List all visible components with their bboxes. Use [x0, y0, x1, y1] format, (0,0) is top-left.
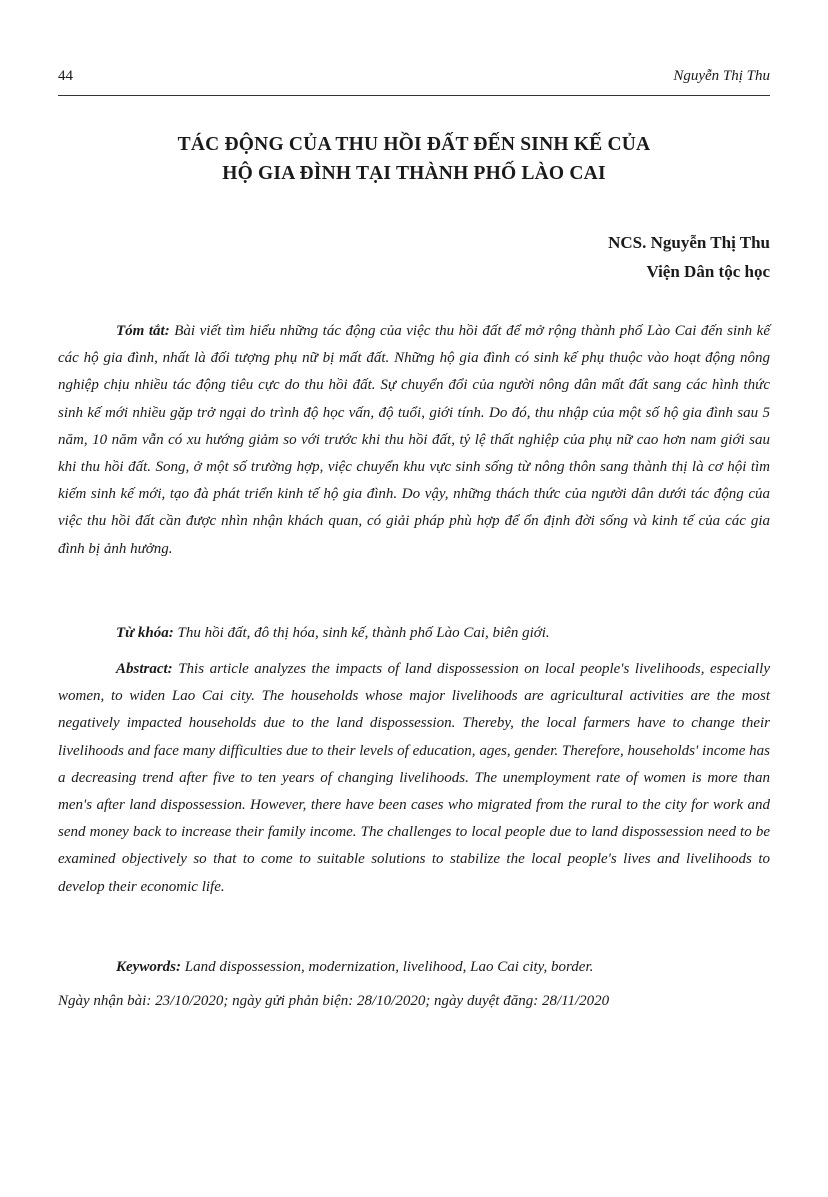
abstract-english — [58, 656, 770, 901]
abstract-en-label: Abstract: — [116, 661, 173, 677]
running-author: Nguyễn Thị Thu — [673, 68, 770, 84]
title-line-2: HỘ GIA ĐÌNH TẠI THÀNH PHỐ LÀO CAI — [222, 163, 606, 184]
abstract-vietnamese — [58, 318, 770, 563]
keywords-english — [58, 954, 770, 981]
page-number: 44 — [58, 68, 73, 84]
article-title — [58, 130, 770, 188]
keywords-en-label: Keywords: — [116, 959, 181, 975]
keywords-vi-label: Từ khóa: — [116, 625, 174, 641]
author-name: NCS. Nguyễn Thị Thu — [608, 233, 770, 252]
keywords-vietnamese — [58, 620, 770, 647]
author-affiliation: Viện Dân tộc học — [646, 262, 770, 281]
header-rule — [58, 95, 770, 96]
abstract-en-text: This article analyzes the impacts of land dispossession on local people's livelihoods, especially women, to widen Lao Cai city. The households whose major livelihoods are agricultural activities are the most negatively impacted households due to the land dispossession. Thereby, the local farmers have to change their livelihoods and face many difficulties due to their levels of education, ages, gender. Therefore, households' income has a decreasing trend after five to ten years of changing livelihoods. The unemployment rate of women is more than men's after land dispossession. However, there have been cases who migrated from the rural to the city for work and send money back to increase their family income. The challenges to local people due to land dispossession need to be examined objectively so that to come to suitable solutions to stabilize the local people's lives and livelihoods to develop their economic life. — [58, 661, 770, 895]
title-line-1: TÁC ĐỘNG CỦA THU HỒI ĐẤT ĐẾN SINH KẾ CỦA — [177, 134, 651, 155]
submission-dates: Ngày nhận bài: 23/10/2020; ngày gửi phản biện: 28/10/2020; ngày duyệt đăng: 28/11/2020 — [58, 993, 610, 1009]
keywords-vi-text: Thu hồi đất, đô thị hóa, sinh kế, thành phố Lào Cai, biên giới. — [173, 625, 550, 641]
keywords-en-text: Land dispossession, modernization, livelihood, Lao Cai city, border. — [181, 959, 594, 975]
abstract-vi-label: Tóm tắt: — [116, 323, 170, 339]
abstract-vi-text: Bài viết tìm hiểu những tác động của việc thu hồi đất để mở rộng thành phố Lào Cai đến sinh kế các hộ gia đình, nhất là đối tượng phụ nữ bị mất đất. Những hộ gia đình có sinh kế phụ thuộc vào hoạt động nông nghiệp chịu nhiều tác động tiêu cực do thu hồi đất. Sự chuyển đổi của người nông dân mất đất sang các hình thức sinh kế mới nhiều gặp trở ngại do trình độ học vấn, độ tuổi, giới tính. Do đó, thu nhập của một số hộ gia đình sau 5 năm, 10 năm vẫn có xu hướng giảm so với trước khi thu hồi đất, tỷ lệ thất nghiệp của phụ nữ cao hơn nam giới sau khi thu hồi đất. Song, ở một số trường hợp, việc chuyển khu vực sinh sống từ nông thôn sang thành thị là cơ hội tìm kiếm sinh kế mới, tạo đà phát triển kinh tế hộ gia đình. Do vậy, những thách thức của người dân dưới tác động của việc thu hồi đất cần được nhìn nhận khách quan, có giải pháp phù hợp để ổn định đời sống và kinh tế của các gia đình bị ảnh hưởng. — [58, 323, 770, 557]
author-block — [608, 228, 770, 286]
running-header — [58, 68, 770, 90]
